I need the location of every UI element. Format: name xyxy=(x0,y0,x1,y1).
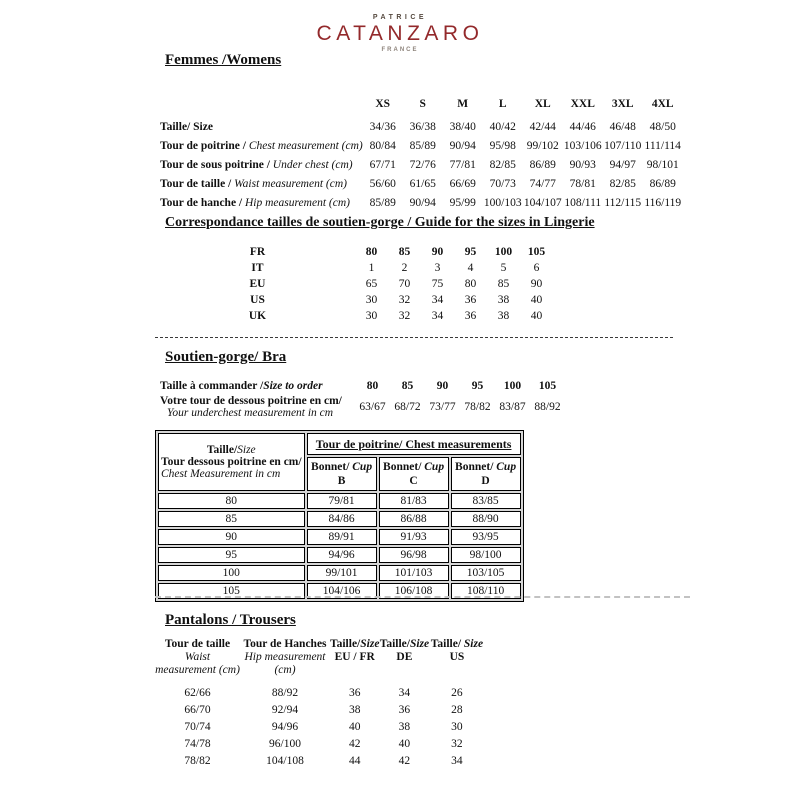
lingerie-row-us xyxy=(160,290,553,306)
cup-c-header xyxy=(379,457,449,491)
waist-col-header xyxy=(155,638,240,682)
trousers-row xyxy=(155,733,484,750)
us-header-fr: Taille/ xyxy=(430,638,462,650)
cell-value: 2 xyxy=(401,262,408,274)
de-header-it: Size xyxy=(409,638,430,650)
cell-value: 85/89 xyxy=(369,197,396,209)
womens-row-hip xyxy=(160,190,683,209)
cell-value: 100/103 xyxy=(483,197,522,209)
cell-value: 68/72 xyxy=(394,401,421,413)
de-col-header xyxy=(379,638,429,682)
de-header-sub: DE xyxy=(396,651,413,663)
cell-value: 34 xyxy=(431,310,444,322)
region-label: US xyxy=(250,294,265,306)
cell-value: 66/69 xyxy=(449,178,476,190)
cell-value: 95/98 xyxy=(489,140,516,152)
cell-value: 95/99 xyxy=(449,197,476,209)
cell-value: 32 xyxy=(398,294,411,306)
dashed-divider-bottom xyxy=(155,596,690,598)
cell-value: 80 xyxy=(464,278,477,290)
corner-line2: Tour dessous poitrine en cm/ xyxy=(161,456,302,468)
cell-value: 66/70 xyxy=(184,704,211,716)
cell-value: 116/119 xyxy=(644,197,682,209)
cell-value: 32 xyxy=(398,310,411,322)
cell-value: 32 xyxy=(451,738,463,750)
cell-value: 90 xyxy=(530,278,543,290)
waist-header-fr: Tour de taille xyxy=(164,638,231,650)
region-label: UK xyxy=(248,310,267,322)
cell-value: 1 xyxy=(368,262,375,274)
cell-value: 98/100 xyxy=(451,547,521,563)
cell-value: 38 xyxy=(497,294,510,306)
cell-value: 61/65 xyxy=(409,178,436,190)
de-header-fr: Taille/ xyxy=(379,638,410,650)
cell-value: 80 xyxy=(365,246,378,258)
band-size: 90 xyxy=(158,529,305,545)
cell-value: 34 xyxy=(431,294,444,306)
band-size: 80 xyxy=(158,493,305,509)
lingerie-row-fr xyxy=(160,242,553,258)
cell-value: 38 xyxy=(497,310,510,322)
cell-value: 96/98 xyxy=(379,547,449,563)
cell-value: 82/85 xyxy=(489,159,516,171)
cell-value: 56/60 xyxy=(369,178,396,190)
cell-value: 44 xyxy=(348,755,361,767)
womens-row-waist xyxy=(160,171,683,190)
cup-b-letter: B xyxy=(337,475,346,487)
cup-b-fr: Bonnet/ xyxy=(311,461,350,473)
womens-header-spacer xyxy=(160,84,363,114)
cell-value: 81/83 xyxy=(379,493,449,509)
row-label xyxy=(160,152,363,171)
cell-value: 79/81 xyxy=(307,493,377,509)
cell-value: 95 xyxy=(464,246,477,258)
cell-value: 5 xyxy=(500,262,507,274)
womens-row-size xyxy=(160,114,683,133)
trousers-heading: Pantalons / Trousers xyxy=(165,612,296,628)
cell-value: 98/101 xyxy=(646,159,679,171)
cell-value: 78/82 xyxy=(184,755,211,767)
cell-value: 75 xyxy=(431,278,444,290)
cell-value: 36 xyxy=(348,687,361,699)
cup-table-row xyxy=(158,565,521,581)
cell-value: 103/105 xyxy=(451,565,521,581)
cell-value: 40 xyxy=(530,294,543,306)
cell-value: 90/94 xyxy=(449,140,476,152)
row-label-en: Chest measurement (cm) xyxy=(248,140,363,152)
cup-table-header-row xyxy=(158,433,521,455)
cell-value: 95 xyxy=(471,380,484,392)
size-col-header: L xyxy=(498,98,507,110)
band-size: 95 xyxy=(158,547,305,563)
hip-header-en2: (cm) xyxy=(274,664,296,676)
region-label: FR xyxy=(249,246,266,258)
cup-measurement-table xyxy=(155,430,524,602)
cell-value: 111/114 xyxy=(644,140,681,152)
cell-value: 62/66 xyxy=(184,687,211,699)
bra-order-table xyxy=(160,372,565,422)
cell-value: 70/73 xyxy=(489,178,516,190)
eu-fr-header-sub: EU / FR xyxy=(334,651,375,663)
row-label-en: Under chest (cm) xyxy=(272,159,353,171)
trousers-row xyxy=(155,699,484,716)
lingerie-row-eu xyxy=(160,274,553,290)
cell-value: 90/94 xyxy=(409,197,436,209)
cell-value: 83/85 xyxy=(451,493,521,509)
cell-value: 100 xyxy=(503,380,522,392)
eu-fr-header-fr: Taille/ xyxy=(330,638,361,650)
cell-value: 86/88 xyxy=(379,511,449,527)
cell-value: 4 xyxy=(467,262,474,274)
waist-header-en2: measurement (cm) xyxy=(155,664,240,676)
cell-value: 30 xyxy=(365,310,378,322)
cup-b-header xyxy=(307,457,377,491)
cell-value: 38 xyxy=(348,704,361,716)
cup-b-en: Cup xyxy=(349,461,373,473)
cell-value: 70/74 xyxy=(184,721,211,733)
eu-fr-col-header xyxy=(330,638,379,682)
cell-value: 74/78 xyxy=(184,738,211,750)
row-label-en: Hip measurement (cm) xyxy=(245,197,350,209)
cup-c-en: Cup xyxy=(421,461,445,473)
trousers-size-table xyxy=(155,638,484,767)
cup-d-en: Cup xyxy=(493,461,517,473)
size-col-header: 4XL xyxy=(651,98,674,110)
row-label-fr: Tour de poitrine / xyxy=(160,140,249,152)
cell-value: 104/108 xyxy=(266,755,304,767)
cell-value: 80 xyxy=(366,380,379,392)
cell-value: 40 xyxy=(530,310,543,322)
row-label xyxy=(160,392,355,422)
cup-table-row xyxy=(158,547,521,563)
cell-value: 104/106 xyxy=(307,583,377,599)
cell-value: 94/97 xyxy=(609,159,636,171)
cell-value: 105 xyxy=(527,246,546,258)
brand-logo-name: CATANZARO xyxy=(316,22,484,45)
hip-col-header xyxy=(240,638,330,682)
cup-table-row xyxy=(158,529,521,545)
cell-value: 36 xyxy=(464,294,477,306)
cup-d-fr: Bonnet/ xyxy=(455,461,494,473)
womens-row-underchest xyxy=(160,152,683,171)
womens-row-chest xyxy=(160,133,683,152)
cell-value: 78/82 xyxy=(464,401,491,413)
womens-heading: Femmes /Womens xyxy=(165,52,282,68)
row-label xyxy=(160,372,355,392)
bra-row-order xyxy=(160,372,565,392)
cell-value: 94/96 xyxy=(271,721,299,733)
hip-header-fr: Tour de Hanches xyxy=(243,638,327,650)
lingerie-heading: Correspondance tailles de soutien-gorge / Guide for the sizes in Lingerie xyxy=(165,215,595,230)
cell-value: 91/93 xyxy=(379,529,449,545)
cell-value: 96/100 xyxy=(269,738,301,750)
cell-value: 93/95 xyxy=(451,529,521,545)
trousers-row xyxy=(155,682,484,699)
cell-value: 40 xyxy=(348,721,361,733)
cell-value: 107/110 xyxy=(604,140,642,152)
cell-value: 3 xyxy=(434,262,441,274)
cell-value: 106/108 xyxy=(379,583,449,599)
cell-value: 112/115 xyxy=(604,197,642,209)
corner-line3: Chest Measurement in cm xyxy=(161,468,281,480)
cell-value: 99/102 xyxy=(526,140,559,152)
size-col-header: XXL xyxy=(570,98,595,110)
trousers-header-row xyxy=(155,638,484,682)
brand-logo xyxy=(0,14,800,53)
hip-header-en1: Hip measurement xyxy=(244,651,326,663)
cell-value: 73/77 xyxy=(429,401,456,413)
cell-value: 72/76 xyxy=(409,159,436,171)
row-label xyxy=(160,114,363,133)
region-label: EU xyxy=(249,278,266,290)
corner-line1-en: Size xyxy=(237,444,256,456)
cup-c-fr: Bonnet/ xyxy=(383,461,422,473)
size-col-header: 3XL xyxy=(611,98,634,110)
cell-value: 82/85 xyxy=(609,178,636,190)
cell-value: 90 xyxy=(431,246,444,258)
bra-heading: Soutien-gorge/ Bra xyxy=(165,349,287,365)
cell-value: 46/48 xyxy=(609,121,636,133)
cell-value: 90 xyxy=(436,380,449,392)
row-label xyxy=(160,190,363,209)
cell-value: 36/38 xyxy=(409,121,436,133)
cell-value: 28 xyxy=(451,704,463,716)
cup-d-letter: D xyxy=(481,475,490,487)
cell-value: 36 xyxy=(398,704,411,716)
row-label-en: Size to order xyxy=(263,380,323,392)
lingerie-size-table xyxy=(160,242,553,322)
cell-value: 26 xyxy=(451,687,463,699)
eu-fr-header-it: Size xyxy=(360,638,380,650)
cell-value: 88/92 xyxy=(534,401,561,413)
cell-value: 105 xyxy=(538,380,557,392)
band-size: 85 xyxy=(158,511,305,527)
size-col-header: M xyxy=(457,98,469,110)
cell-value: 30 xyxy=(451,721,463,733)
band-size: 105 xyxy=(158,583,305,599)
us-header-sub: US xyxy=(449,651,465,663)
row-label-en: Your underchest measurement in cm xyxy=(167,407,334,419)
cell-value: 101/103 xyxy=(379,565,449,581)
cell-value: 44/46 xyxy=(569,121,596,133)
cup-table-row xyxy=(158,511,521,527)
trousers-row xyxy=(155,716,484,733)
cell-value: 34 xyxy=(398,687,411,699)
corner-line1-fr: Taille/ xyxy=(206,444,238,456)
cell-value: 88/92 xyxy=(271,687,299,699)
cell-value: 86/89 xyxy=(649,178,676,190)
row-label-fr: Taille à commander / xyxy=(160,380,264,392)
brand-logo-sub: FRANCE xyxy=(381,47,419,53)
cell-value: 36 xyxy=(464,310,477,322)
lingerie-row-uk xyxy=(160,306,553,322)
row-label-fr: Tour de hanche / xyxy=(160,197,245,209)
us-col-header xyxy=(429,638,484,682)
cup-d-header xyxy=(451,457,521,491)
size-col-header: XL xyxy=(534,98,551,110)
size-col-header: XS xyxy=(375,98,391,110)
trousers-row xyxy=(155,750,484,767)
lingerie-row-it xyxy=(160,258,553,274)
cell-value: 42/44 xyxy=(529,121,556,133)
bra-row-underchest xyxy=(160,392,565,422)
cell-value: 38/40 xyxy=(449,121,476,133)
band-size: 100 xyxy=(158,565,305,581)
brand-logo-top: PATRICE xyxy=(372,14,428,21)
cell-value: 78/81 xyxy=(569,178,596,190)
chest-measurements-header xyxy=(307,433,521,455)
womens-size-header-row xyxy=(160,84,683,114)
cell-value: 48/50 xyxy=(649,121,676,133)
row-label xyxy=(160,171,363,190)
cell-value: 94/96 xyxy=(307,547,377,563)
row-label-en: Waist measurement (cm) xyxy=(234,178,347,190)
cup-table-corner-cell xyxy=(158,433,305,491)
row-label xyxy=(160,133,363,152)
row-label-fr: Tour de sous poitrine / xyxy=(160,159,273,171)
cell-value: 108/111 xyxy=(564,197,602,209)
chest-measurements-header-text: Tour de poitrine/ Chest measurements xyxy=(315,436,512,451)
cell-value: 38 xyxy=(398,721,411,733)
cell-value: 103/106 xyxy=(563,140,602,152)
cell-value: 88/90 xyxy=(451,511,521,527)
cell-value: 34/36 xyxy=(369,121,396,133)
cup-c-letter: C xyxy=(409,475,418,487)
cell-value: 85/89 xyxy=(409,140,436,152)
cell-value: 85 xyxy=(401,380,414,392)
cell-value: 30 xyxy=(365,294,378,306)
region-label: IT xyxy=(251,262,264,274)
cell-value: 92/94 xyxy=(271,704,299,716)
cell-value: 65 xyxy=(365,278,378,290)
cell-value: 99/101 xyxy=(307,565,377,581)
dashed-divider-top xyxy=(155,337,673,338)
cell-value: 70 xyxy=(398,278,411,290)
cell-value: 42 xyxy=(348,738,361,750)
cell-value: 80/84 xyxy=(369,140,396,152)
cell-value: 77/81 xyxy=(449,159,476,171)
us-header-it: Size xyxy=(461,638,484,650)
cell-value: 34 xyxy=(451,755,463,767)
cell-value: 86/89 xyxy=(529,159,556,171)
waist-header-en1: Waist xyxy=(184,651,211,663)
row-label-fr: Tour de taille / xyxy=(160,178,235,190)
cell-value: 100 xyxy=(494,246,513,258)
cell-value: 83/87 xyxy=(499,401,526,413)
cell-value: 108/110 xyxy=(451,583,521,599)
cell-value: 42 xyxy=(398,755,411,767)
cell-value: 74/77 xyxy=(529,178,556,190)
cell-value: 67/71 xyxy=(369,159,396,171)
cell-value: 40/42 xyxy=(489,121,516,133)
womens-size-table xyxy=(160,84,683,209)
cell-value: 84/86 xyxy=(307,511,377,527)
row-label-fr: Taille/ Size xyxy=(160,121,213,133)
cell-value: 104/107 xyxy=(523,197,562,209)
cell-value: 40 xyxy=(398,738,411,750)
cell-value: 85 xyxy=(497,278,510,290)
cup-table-row xyxy=(158,493,521,509)
row-label-fr: Votre tour de dessous poitrine en cm/ xyxy=(160,395,342,407)
cell-value: 6 xyxy=(533,262,540,274)
cell-value: 89/91 xyxy=(307,529,377,545)
cell-value: 85 xyxy=(398,246,411,258)
size-col-header: S xyxy=(419,98,426,110)
corner-line1 xyxy=(161,444,302,456)
cell-value: 90/93 xyxy=(569,159,596,171)
cell-value: 63/67 xyxy=(359,401,386,413)
